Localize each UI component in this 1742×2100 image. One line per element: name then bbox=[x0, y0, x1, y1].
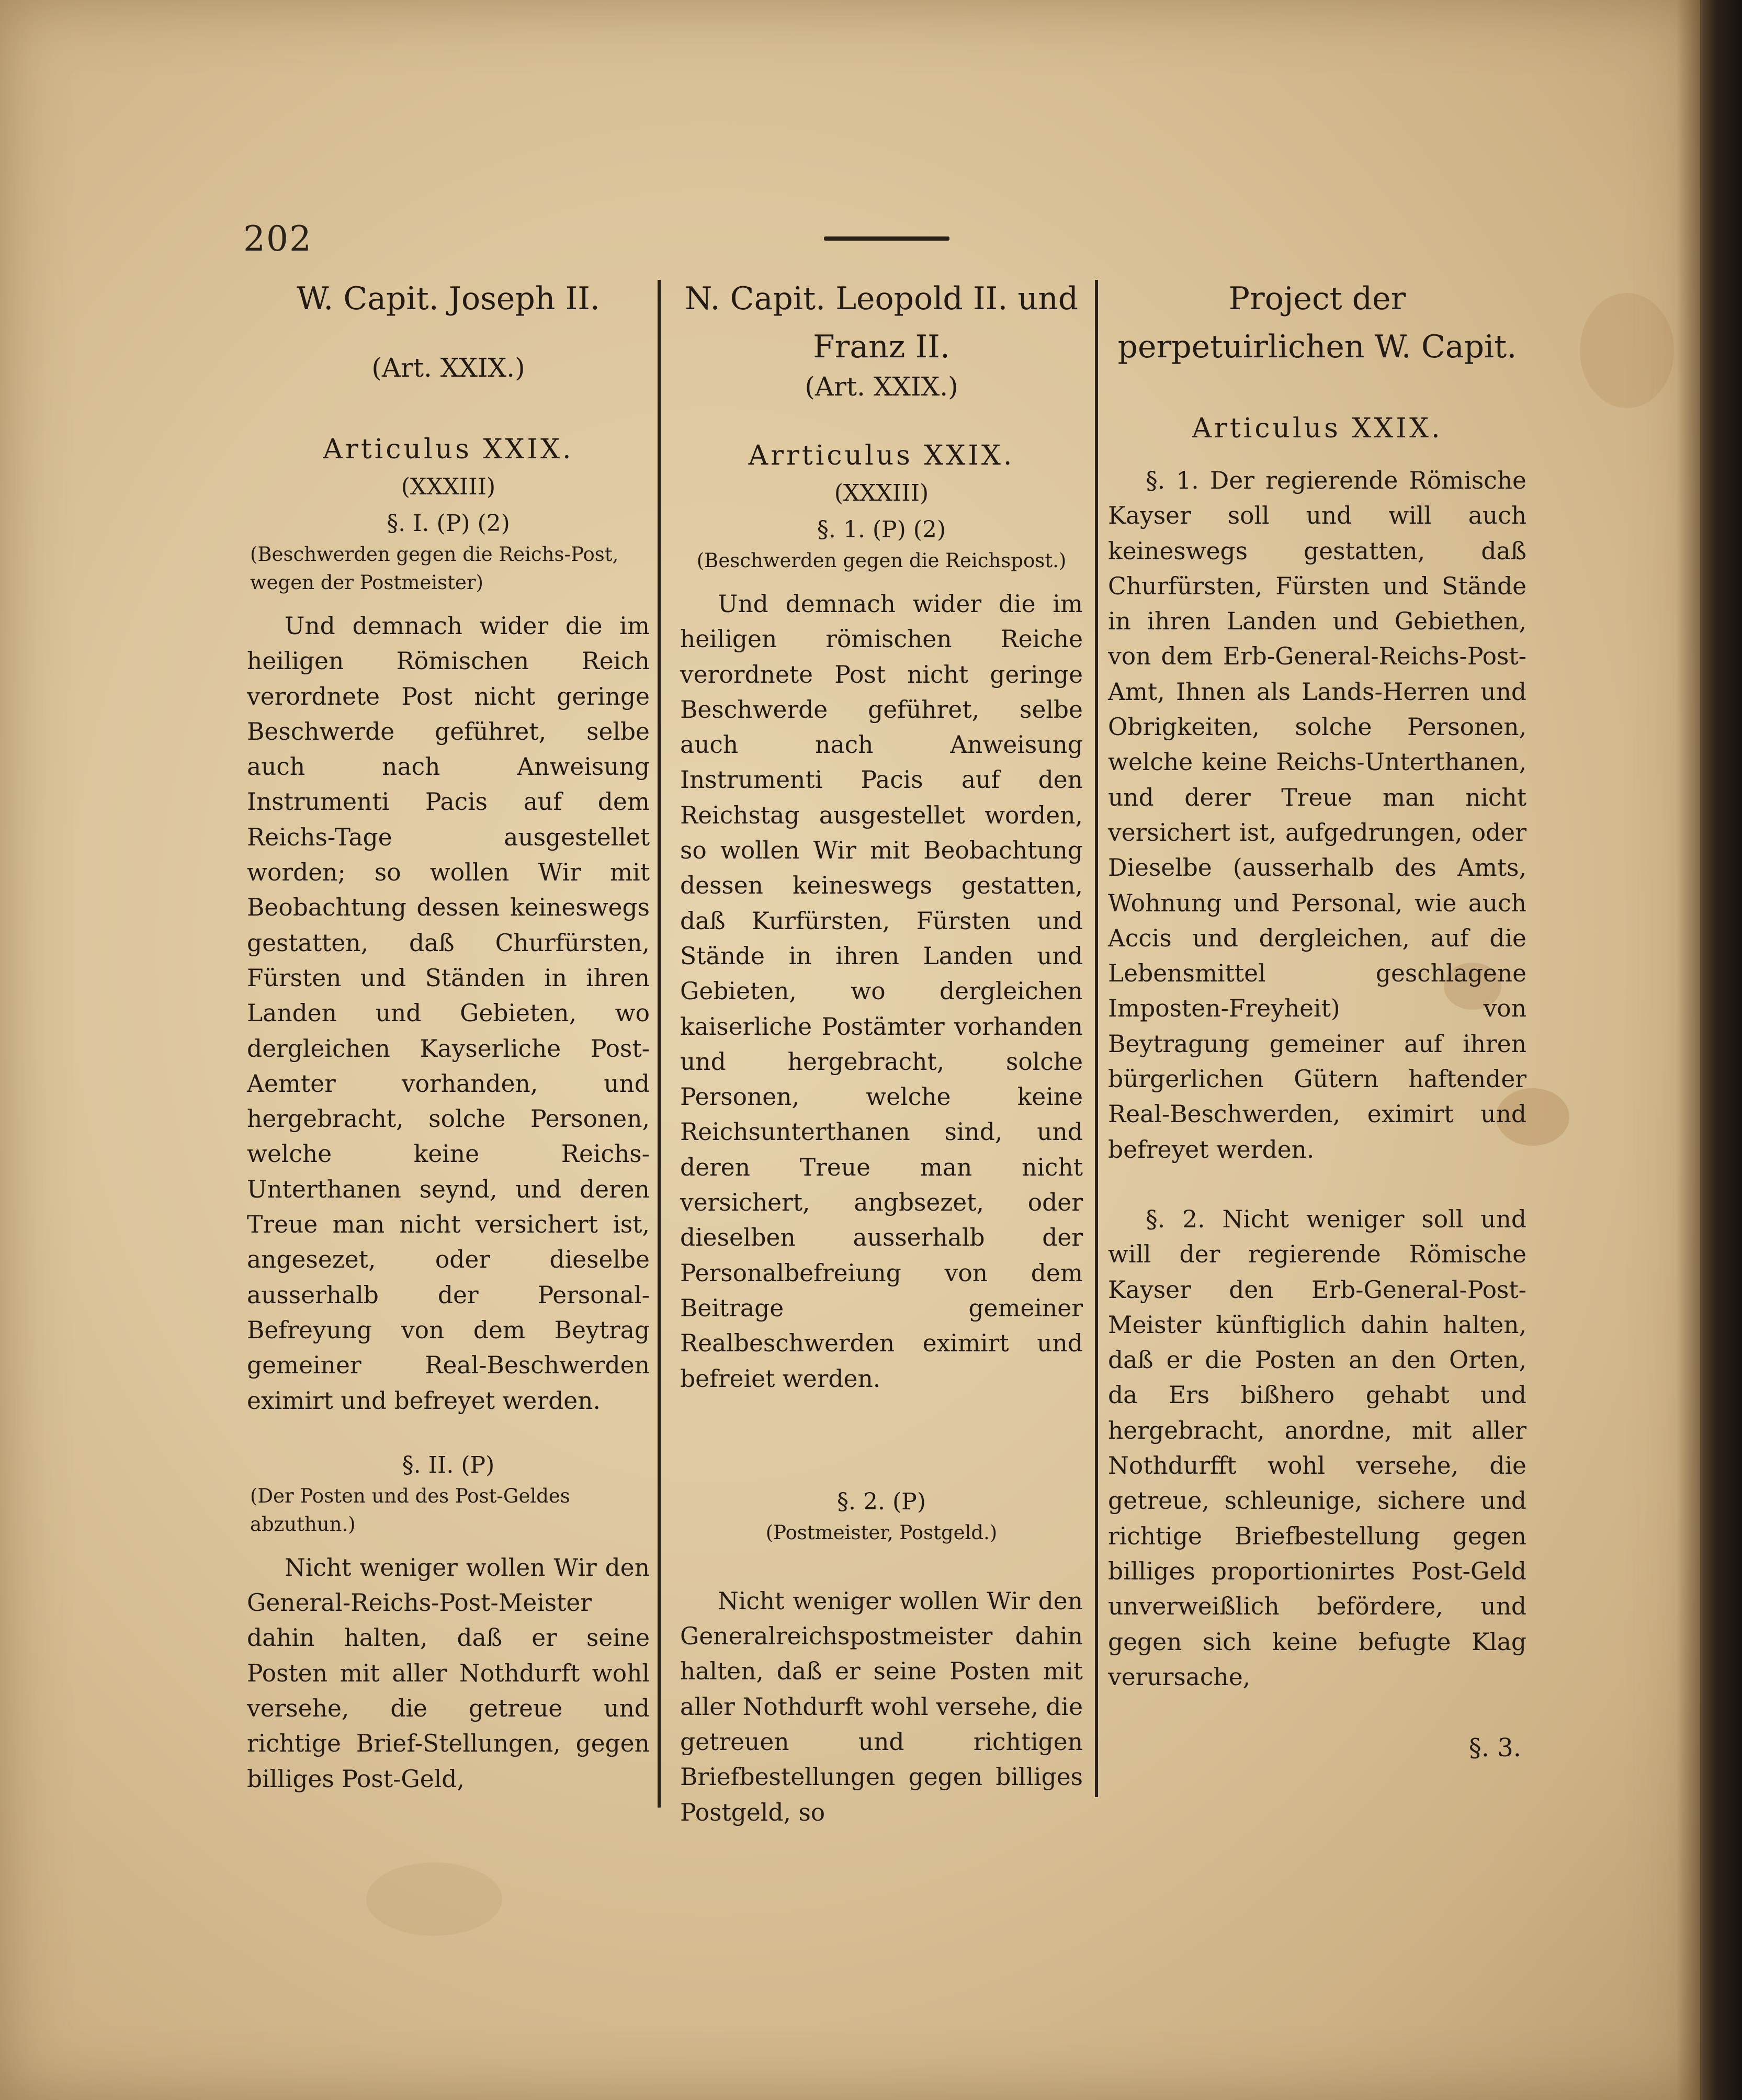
page-gutter-shadow bbox=[1677, 0, 1700, 2100]
section-2-text: §. 2. Nicht weniger soll und will der regierende Römische Kayser den Erb-General-Post-Meister künftiglich dahin halten, daß er die Posten an den Orten, da Ers bißhero gehabt und hergebracht, anordne, mit aller Nothdurfft wohl versehe, die getreue, schleunige, sichere und richtige Briefbestellung gegen billiges proportionirtes Post-Geld unverweißlich befördere, und gegen sich keine befugte Klag verursache, bbox=[1108, 1205, 1526, 1691]
section-2-text: Nicht weniger wollen Wir den Generalreichspostmeister dahin halten, daß er seine Posten mit aller Nothdurft wohl versehe, die getreuen und richtigen Briefbestellungen gegen billiges Postgeld, so bbox=[680, 1587, 1083, 1826]
section-1-text: Und demnach wider die im heiligen römischen Reiche verordnete Post nicht geringe Beschwerde geführet, selbe auch nach Anweisung Instrumenti Pacis auf den Reichstag ausgestellet worden, so wollen Wir mit Beobachtung dessen keineswegs gestatten, daß Kurfürsten, Fürsten und Stände in ihren Landen und Gebieten, wo dergleichen kaiserliche Postämter vorhanden und hergebracht, solche Personen, welche keine Reichsunterthanen sind, und deren Treue man nicht versichert, angbsezet, oder dieselben ausserhalb der Personalbefreiung von dem Beitrage gemeiner Realbeschwerden eximirt und befreiet werden. bbox=[680, 590, 1083, 1393]
stain-spot bbox=[366, 1862, 502, 1936]
section-1-note: (Beschwerden gegen die Reichs-Post, wegen der Postmeister) bbox=[250, 543, 619, 594]
articulus-heading: Arrticulus XXIX. bbox=[748, 440, 1015, 471]
column-title: N. Capit. Leopold II. und Franz II. bbox=[684, 280, 1079, 365]
section-1-reference: §. 1. (P) (2) bbox=[817, 516, 946, 543]
section-2-reference: §. 2. (P) bbox=[837, 1488, 926, 1515]
section-2-note: (Der Posten und des Post-Geldes abzuthun.) bbox=[250, 1484, 570, 1536]
section-2-reference: §. II. (P) bbox=[402, 1451, 495, 1478]
page-number: 202 bbox=[243, 219, 312, 259]
articulus-heading: Articulus XXIX. bbox=[323, 434, 574, 465]
column-title: Project der perpetuirlichen W. Capit. bbox=[1117, 280, 1517, 365]
stain-spot bbox=[1580, 293, 1674, 408]
column-perpetual-project bbox=[1108, 275, 1526, 1763]
book-binding bbox=[1700, 0, 1742, 2100]
roman-reference: (XXXIII) bbox=[401, 473, 496, 500]
header-rule bbox=[824, 236, 949, 241]
section-1-reference: §. I. (P) (2) bbox=[387, 510, 510, 537]
column-divider bbox=[658, 280, 661, 1808]
article-reference: (Art. XXIX.) bbox=[371, 353, 525, 383]
articulus-heading: Articulus XXIX. bbox=[1192, 413, 1443, 444]
catchword: §. 3. bbox=[1468, 1733, 1521, 1763]
section-2-text: Nicht weniger wollen Wir den General-Reichs-Post-Meister dahin halten, daß er seine Posten mit aller Nothdurft wohl versehe, die getreue und richtige Brief-Stellungen, gegen billiges Post-Geld, bbox=[247, 1553, 650, 1793]
article-reference: (Art. XXIX.) bbox=[805, 371, 958, 402]
column-joseph-ii bbox=[247, 275, 650, 1797]
roman-reference: (XXXIII) bbox=[834, 480, 929, 506]
section-1-text: §. 1. Der regierende Römische Kayser soll und will auch keineswegs gestatten, daß Churfürsten, Fürsten und Stände in ihren Landen und Gebiethen, von dem Erb-General-Reichs-Post-Amt, Ihnen als Lands-Herren und Obrigkeiten, solche Personen, welche keine Reichs-Unterthanen, und derer Treue man nicht versichert ist, aufgedrungen, oder Dieselbe (ausserhalb des Amts, Wohnung und Personal, wie auch Accis und dergleichen, auf die Lebensmittel geschlagene Imposten-Freyheit) von Beytragung gemeiner auf ihren bürgerlichen Gütern haftender Real-Beschwerden, eximirt und befreyet werden. bbox=[1108, 467, 1526, 1164]
section-1-text: Und demnach wider die im heiligen Römischen Reich verordnete Post nicht geringe Beschwerde geführet, selbe auch nach Anweisung Instrumenti Pacis auf dem Reichs-Tage ausgestellet worden; so wollen Wir mit Beobachtung dessen keineswegs gestatten, daß Churfürsten, Fürsten und Ständen in ihren Landen und Gebieten, wo dergleichen Kayserliche Post-Aemter vorhanden, und hergebracht, solche Personen, welche keine Reichs-Unterthanen seynd, und deren Treue man nicht versichert ist, angesezet, oder dieselbe ausserhalb der Personal-Befreyung von dem Beytrag gemeiner Real-Beschwerden eximirt und befreyet werden. bbox=[247, 612, 650, 1415]
column-title: W. Capit. Joseph II. bbox=[297, 280, 600, 317]
section-1-note: (Beschwerden gegen die Reichspost.) bbox=[696, 549, 1067, 572]
section-2-note: (Postmeister, Postgeld.) bbox=[765, 1521, 998, 1544]
column-leopold-franz bbox=[680, 275, 1083, 1830]
column-divider bbox=[1095, 280, 1098, 1797]
